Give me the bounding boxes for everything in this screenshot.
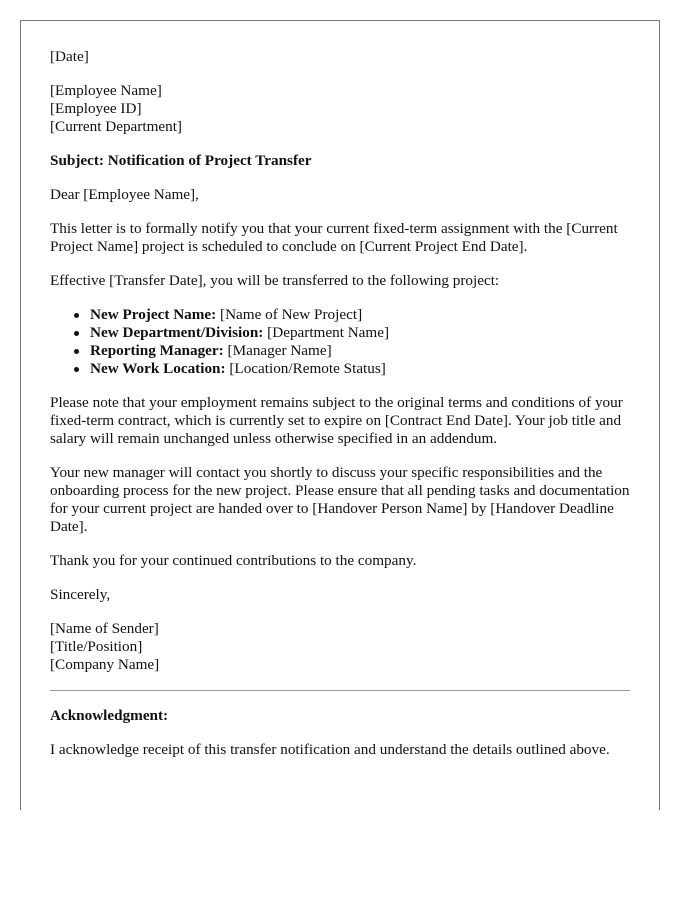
divider [50,690,630,691]
detail-new-project [90,306,630,324]
detail-new-department [90,324,630,342]
letter-date: [Date] [50,48,89,65]
closing: Sincerely, [50,586,111,603]
letter-page [20,20,660,810]
manager-paragraph: Your new manager will contact you shortly to discuss your specific responsibilities and the onboarding process for the new project. Please ensure that all pending tasks and documentation for your current project are handed over to [Handover Person Name] by [Handover Deadline Date]. [50,464,630,535]
effective-paragraph: Effective [Transfer Date], you will be transferred to the following project: [50,272,500,289]
sender-company: [Company Name] [50,656,160,673]
letter-subject: Subject: Notification of Project Transfer [50,152,312,169]
sender-block [50,620,630,674]
terms-paragraph: Please note that your employment remains subject to the original terms and conditions of your fixed-term contract, which is currently set to expire on [Contract End Date]. Your job title and salary will remain unchanged unless otherwise specified in an addendum. [50,394,623,447]
detail-value: [Location/Remote Status] [225,360,386,377]
detail-value: [Department Name] [263,324,390,341]
detail-value: [Manager Name] [223,342,332,359]
intro-paragraph: This letter is to formally notify you that your current fixed-term assignment with the [Current Project Name] project is scheduled to conclude on [Current Project End Date]. [50,220,618,255]
detail-label: New Department/Division: [90,324,264,341]
detail-reporting-manager [90,342,630,360]
recipient-department: [Current Department] [50,118,182,135]
detail-value: [Name of New Project] [216,306,363,323]
sender-title: [Title/Position] [50,638,143,655]
detail-work-location [90,360,630,378]
acknowledgment-text: I acknowledge receipt of this transfer notification and understand the details outlined above. [50,741,610,758]
recipient-name: [Employee Name] [50,82,162,99]
recipient-id: [Employee ID] [50,100,142,117]
acknowledgment-title: Acknowledgment: [50,707,169,724]
transfer-details-list [50,306,630,378]
detail-label: New Project Name: [90,306,217,323]
detail-label: Reporting Manager: [90,342,224,359]
detail-label: New Work Location: [90,360,226,377]
sender-name: [Name of Sender] [50,620,159,637]
recipient-block [50,82,630,136]
salutation: Dear [Employee Name], [50,186,199,203]
thanks-paragraph: Thank you for your continued contributions to the company. [50,552,417,569]
